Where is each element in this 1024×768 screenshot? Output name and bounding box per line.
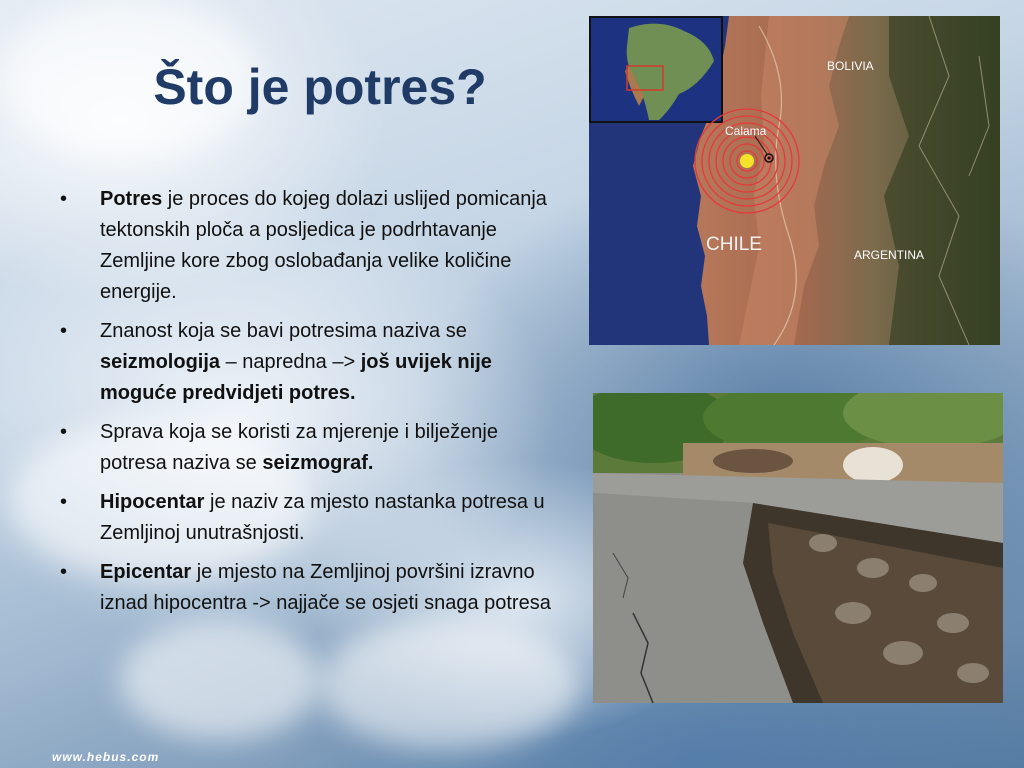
bullet-text: je proces do kojeg dolazi uslijed pomicanja tektonskih ploča a posljedica je podrhtavanje Zemljine kore zbog oslobađanja velike količine energije. bbox=[100, 188, 547, 303]
bullet-symbol: • bbox=[60, 320, 68, 342]
term-potres: Potres bbox=[100, 188, 163, 210]
cloud-decoration bbox=[120, 620, 320, 740]
bullet-text: – napredna –> bbox=[220, 351, 361, 373]
bullet-symbol: • bbox=[60, 491, 68, 513]
emphasis-text: još uvijek nije moguće predvidjeti potres. bbox=[100, 351, 492, 404]
watermark-text: www.hebus.com bbox=[52, 750, 160, 764]
road-illustration bbox=[593, 393, 1003, 703]
map-label-bolivia: BOLIVIA bbox=[827, 59, 874, 73]
map-label-chile: CHILE bbox=[706, 234, 762, 255]
bullet-item bbox=[60, 487, 565, 549]
map-illustration bbox=[589, 16, 1000, 345]
bullet-symbol: • bbox=[60, 561, 68, 583]
bullet-item bbox=[60, 316, 565, 409]
bullet-symbol: • bbox=[60, 421, 68, 443]
term-epicentar: Epicentar bbox=[100, 561, 192, 583]
map-label-argentina: ARGENTINA bbox=[854, 248, 925, 262]
bullet-item bbox=[60, 417, 565, 479]
bullet-text: je mjesto na Zemljinoj površini izravno iznad hipocentra -> najjače se osjeti snaga potresa bbox=[100, 561, 551, 614]
bullet-item bbox=[60, 557, 565, 619]
term-seizmologija: seizmologija bbox=[100, 351, 221, 373]
cracked-road-photo bbox=[593, 393, 1003, 703]
bullet-item bbox=[60, 184, 565, 308]
bullet-text: je naziv za mjesto nastanka potresa u Zemljinoj unutrašnjosti. bbox=[100, 491, 545, 544]
bullet-text: Sprava koja se koristi za mjerenje i bilježenje potresa naziva se bbox=[100, 421, 498, 474]
term-hipocentar: Hipocentar bbox=[100, 491, 205, 513]
term-seizmograf: seizmograf. bbox=[262, 452, 374, 474]
map-label-calama: Calama bbox=[725, 124, 767, 138]
bullet-symbol: • bbox=[60, 188, 68, 210]
slide-title: Što je potres? bbox=[153, 59, 487, 115]
bullet-text: Znanost koja se bavi potresima naziva se bbox=[100, 320, 467, 342]
cloud-decoration bbox=[320, 620, 580, 750]
bullet-list bbox=[60, 184, 565, 627]
earthquake-map-image bbox=[589, 16, 1000, 345]
